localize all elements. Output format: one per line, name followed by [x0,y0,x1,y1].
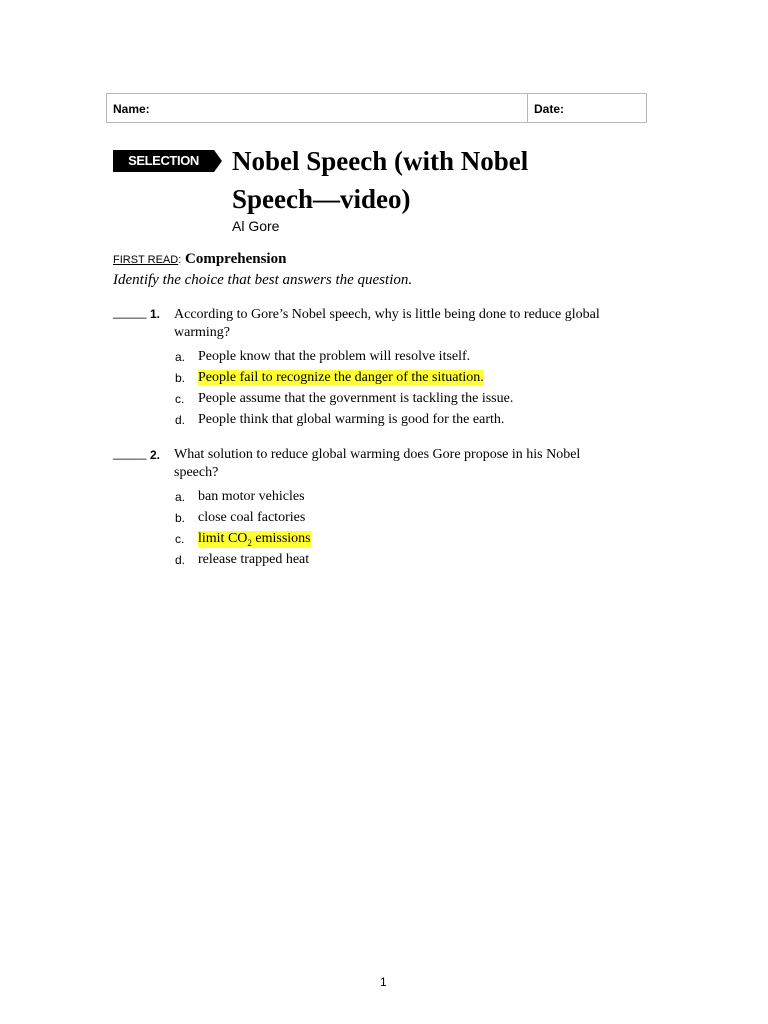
question-text-line-1: What solution to reduce global warming does Gore propose in his Nobel [174,447,581,462]
option-text: People think that global warming is good for the earth. [198,412,505,427]
option-letter: d. [175,553,186,567]
option-text: People know that the problem will resolve itself. [198,349,471,364]
title-line-1: Nobel Speech (with Nobel [232,146,529,176]
option-text: People assume that the government is tackling the issue. [198,391,514,406]
option-text-part: emissions [251,531,311,546]
page-title [232,142,632,218]
title-line-2: Speech—video) [232,184,411,214]
option-text-part: limit CO [198,531,248,546]
instructions: Identify the choice that best answers the question. [113,272,413,288]
answer-blank[interactable]: _____ [113,305,147,319]
option-letter: a. [175,490,186,504]
page-number: 1 [380,975,387,989]
subscript: 2 [247,537,252,548]
author: Al Gore [232,218,280,234]
option-text: ban motor vehicles [198,489,305,504]
question-number: 1. [150,307,161,321]
name-date-divider [527,94,528,122]
option-letter: b. [175,371,186,385]
first-read-separator: : [178,254,182,266]
answer-blank[interactable]: _____ [113,446,147,460]
option-text-highlighted: People fail to recognize the danger of the situation. [198,370,484,385]
section-heading [113,251,286,268]
option-text: close coal factories [198,510,306,525]
date-label: Date: [534,102,565,116]
first-read-label: FIRST READ [113,254,179,266]
selection-test-badge: SELECTION TEST [113,150,214,172]
question-text [174,446,634,482]
option-letter: d. [175,413,186,427]
question-text-line-2: speech? [174,465,219,480]
badge-arrow-icon [214,150,222,172]
option-letter: c. [175,532,185,546]
comprehension-label: Comprehension [185,251,287,267]
question-text [174,306,634,342]
name-label: Name: [113,102,150,116]
option-text: release trapped heat [198,552,310,567]
question-number: 2. [150,448,161,462]
option-text-highlighted [198,531,311,548]
question-text-line-2: warming? [174,325,230,340]
option-letter: a. [175,350,186,364]
question-text-line-1: According to Gore’s Nobel speech, why is little being done to reduce global [174,307,600,322]
option-letter: b. [175,511,186,525]
name-date-box [106,93,647,123]
option-letter: c. [175,392,185,406]
